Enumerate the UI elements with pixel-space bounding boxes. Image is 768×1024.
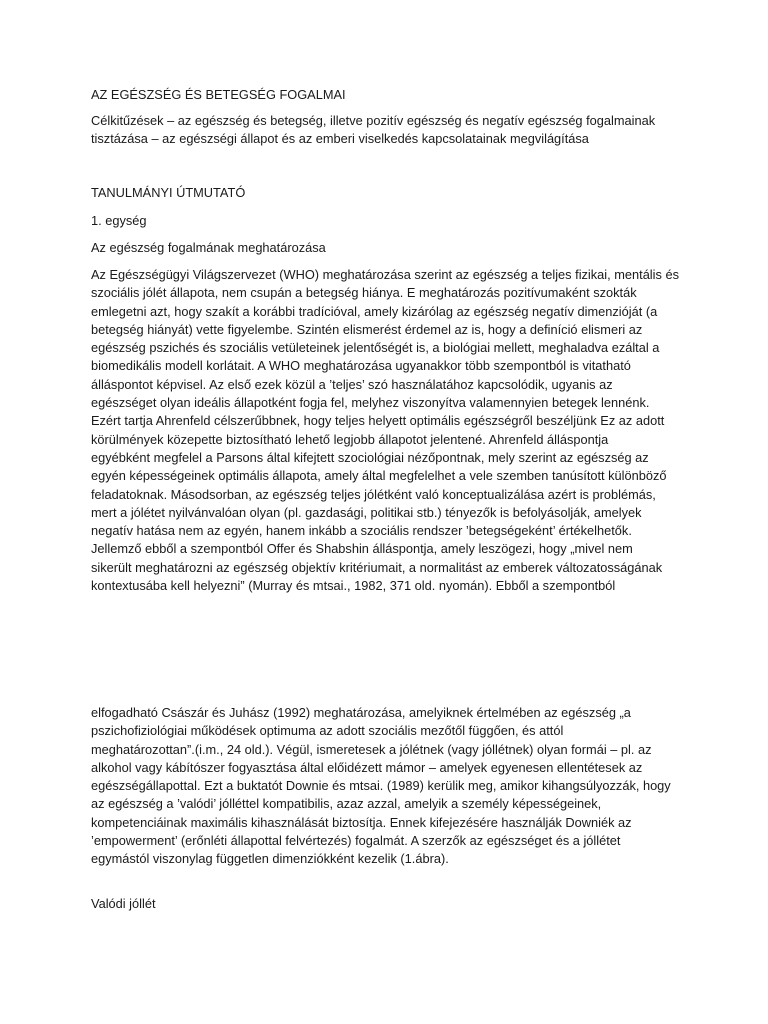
text-line: alkohol vagy kábítószer fogyasztása által előidézett mámor – amelyek egyenesen ellentétesek az bbox=[91, 759, 643, 775]
text-line: meghatározottan”.(i.m., 24 old.). Végül, ismeretesek a jólétnek (vagy jóllétnek) olyan formái – pl. az bbox=[91, 741, 652, 757]
text-line: kontextusába kell helyezni” (Murray és mtsai., 1982, 371 old. nyomán). Ebből a szempontból bbox=[91, 578, 616, 594]
text-line: egészséget olyan ideális állapotként fogja fel, melyhez viszonyítva valamennyien betegek lennénk. bbox=[91, 395, 650, 411]
text-line: biomedikális modell korlátait. A WHO meghatározása ugyanakkor több szempontból is vitatható bbox=[91, 358, 631, 374]
text-line: szociális jólét állapota, nem csupán a betegség hiánya. E meghatározás pozitívumaként szokták bbox=[91, 285, 637, 301]
text-line: körülmények közepette biztosítható lehető legjobb állapotot jelentené. Ahrenfeld álláspontja bbox=[91, 431, 609, 447]
text-line: elfogadható Császár és Juhász (1992) meghatározása, amelyiknek értelmében az egészség „a bbox=[91, 705, 631, 720]
text-line: egymástól viszonylag független dimenziókként kezelik (1.ábra). bbox=[91, 851, 449, 867]
text-line: mert a jólétet nyilvánvalóan olyan (pl. gazdasági, politikai stb.) tényezők is befolyásolják, amelyek bbox=[91, 504, 642, 520]
text-line: kompetenciáinak maximális kihasználását biztosítja. Ennek kifejezésére használják Downiék az bbox=[91, 814, 632, 830]
text-line: negatív hatása nem az egyén, hanem inkább a szociális rendszer ’betegségeként’ értékelhetők. bbox=[91, 523, 632, 539]
text-line: egyén képességeinek optimális állapota, amely által megfelelhet a vele szemben tanúsított különböző bbox=[91, 468, 667, 484]
text-line: Az Egészségügyi Világszervezet (WHO) meghatározása szerint az egészség a teljes fizikai, mentális és bbox=[91, 267, 679, 282]
text-line: feladatoknak. Másodsorban, az egészség teljes jólétként való konceptualizálása azért is problémás, bbox=[91, 486, 656, 502]
unit-heading: 1. egység bbox=[91, 213, 147, 228]
text-line: Ezért tartja Ahrenfeld célszerűbbnek, hogy teljes helyett optimális egészségről beszéljünk Ez az adott bbox=[91, 413, 665, 429]
text-line: tisztázása – az egészségi állapot és az emberi viselkedés kapcsolatainak megvilágítása bbox=[91, 131, 589, 147]
section-title: Az egészség fogalmának meghatározása bbox=[91, 240, 326, 255]
text-line: álláspontot képvisel. Az első ezek közül a ’teljes’ szó használatához kapcsolódik, ugyanis az bbox=[91, 376, 613, 392]
text-line: sikerült meghatározni az egészség objektív kritériumait, a normalitást az emberek változatosságának bbox=[91, 559, 663, 575]
text-line: Célkitűzések – az egészség és betegség, illetve pozitív egészség és negatív egészség fogalmainak bbox=[91, 113, 656, 128]
text-line: betegség hiányát) vette figyelembe. Szintén elismerést érdemel az is, hogy a definíció elismeri az bbox=[91, 321, 643, 337]
text-line: ’empowerment’ (erőnléti állapottal felvértezés) fogalmát. A szerzők az egészséget és a jóllétet bbox=[91, 833, 621, 849]
body-paragraph-2 bbox=[91, 704, 691, 869]
text-line: emlegetni azt, hogy szakít a korábbi tradícióval, amely kizárólag az egészség negatív dimenzióját (a bbox=[91, 303, 658, 319]
document-title: AZ EGÉSZSÉG ÉS BETEGSÉG FOGALMAI bbox=[91, 87, 346, 102]
study-guide-heading: TANULMÁNYI ÚTMUTATÓ bbox=[91, 185, 246, 200]
text-line: az egészség a ’valódi’ jólléttel kompatibilis, azaz azzal, amelyik a személy képességeinek, bbox=[91, 796, 602, 812]
text-line: egészségállapottal. Ezt a buktatót Downie és mtsai. (1989) kerülik meg, amikor kihangsúlyozzák, hogy bbox=[91, 778, 671, 794]
objectives-paragraph bbox=[91, 112, 691, 149]
body-paragraph-1 bbox=[91, 266, 691, 595]
text-line: Jellemző ebből a szempontból Offer és Shabshin álláspontja, amely leszögezi, hogy „mivel nem bbox=[91, 541, 633, 557]
text-line: egészség pszichés és szociális vetületeinek jelentőségét is, a biológiai mellett, meghaladva ezáltal a bbox=[91, 340, 660, 356]
figure-heading: Valódi jóllét bbox=[91, 896, 156, 911]
text-line: pszichofiziológiai működések optimuma az adott szociális mezőtől függően, és attól bbox=[91, 723, 564, 739]
text-line: egyébként megfelel a Parsons által kifejtett szociológiai nézőpontnak, mely szerint az egészség az bbox=[91, 449, 649, 465]
